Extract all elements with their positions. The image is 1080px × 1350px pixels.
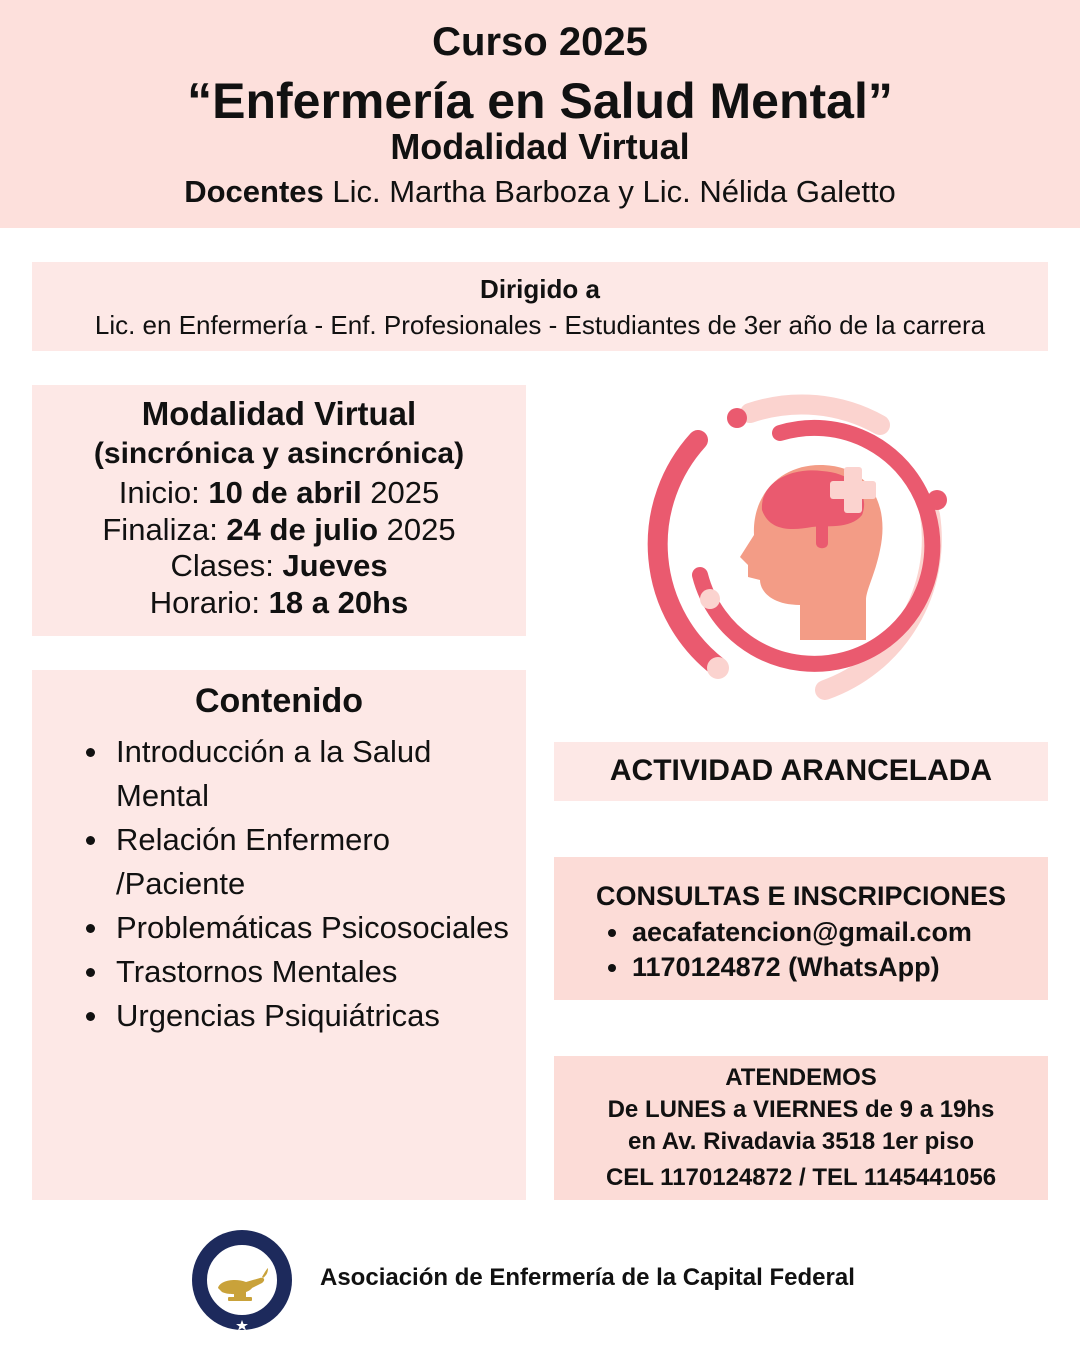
list-item-text: Introducción a la Salud Mental bbox=[116, 734, 432, 813]
fee-notice-panel bbox=[554, 742, 1048, 801]
bullet-icon bbox=[86, 836, 95, 845]
list-item bbox=[84, 730, 524, 818]
audience-title: Dirigido a bbox=[480, 274, 600, 304]
content-panel bbox=[32, 670, 526, 1200]
association-name: Asociación de Enfermería de la Capital Federal bbox=[320, 1264, 855, 1291]
schedule-panel bbox=[32, 385, 526, 636]
content-list bbox=[84, 730, 524, 1038]
list-item-text: Problemáticas Psicosociales bbox=[116, 910, 509, 945]
class-time-line bbox=[32, 585, 526, 621]
class-day-label: Clases: bbox=[170, 548, 283, 583]
audience-text: Lic. en Enfermería - Enf. Profesionales - Estudiantes de 3er año de la carrera bbox=[94, 310, 986, 340]
audience-panel bbox=[32, 262, 1048, 351]
list-item-text: Trastornos Mentales bbox=[116, 954, 398, 989]
mental-health-head-icon bbox=[630, 385, 970, 715]
course-year-title: Curso 2025 bbox=[432, 20, 648, 64]
bullet-icon bbox=[86, 1012, 95, 1021]
class-time-value: 18 a 20hs bbox=[268, 585, 409, 620]
start-date-line bbox=[32, 475, 526, 511]
list-item-text: Relación Enfermero /Paciente bbox=[116, 822, 390, 901]
office-hours-panel bbox=[554, 1056, 1048, 1200]
end-date-value: 24 de julio bbox=[226, 512, 379, 547]
teachers-line bbox=[0, 174, 1080, 210]
list-item bbox=[84, 994, 524, 1038]
schedule-subtitle: (sincrónica y asincrónica) bbox=[93, 437, 465, 470]
whatsapp-number[interactable]: 1170124872 (WhatsApp) bbox=[632, 952, 940, 982]
course-title: “Enfermería en Salud Mental” bbox=[187, 73, 893, 129]
end-date-year: 2025 bbox=[378, 512, 456, 547]
end-date-line bbox=[32, 512, 526, 548]
teachers-label: Docentes bbox=[184, 174, 324, 209]
bullet-icon bbox=[86, 968, 95, 977]
inquiries-title: CONSULTAS E INSCRIPCIONES bbox=[595, 881, 1007, 911]
office-address: en Av. Rivadavia 3518 1er piso bbox=[628, 1128, 974, 1155]
course-modality: Modalidad Virtual bbox=[390, 126, 690, 167]
class-day-line bbox=[32, 548, 526, 584]
header-banner bbox=[0, 0, 1080, 228]
email-contact[interactable] bbox=[606, 915, 972, 950]
end-date-label: Finaliza: bbox=[102, 512, 227, 547]
office-phones: CEL 1170124872 / TEL 1145441056 bbox=[605, 1164, 997, 1191]
class-time-label: Horario: bbox=[149, 585, 269, 620]
office-hours-title: ATENDEMOS bbox=[725, 1064, 877, 1091]
start-date-year: 2025 bbox=[361, 475, 440, 510]
list-item-text: Urgencias Psiquiátricas bbox=[116, 998, 440, 1033]
bullet-icon bbox=[608, 964, 616, 972]
list-item bbox=[84, 818, 524, 906]
inquiries-list bbox=[606, 915, 972, 985]
email-address[interactable]: aecafatencion@gmail.com bbox=[632, 917, 972, 947]
start-date-label: Inicio: bbox=[118, 475, 209, 510]
office-hours-days: De LUNES a VIERNES de 9 a 19hs bbox=[607, 1096, 995, 1123]
list-item bbox=[84, 906, 524, 950]
association-logo bbox=[190, 1228, 294, 1332]
bullet-icon bbox=[86, 748, 95, 757]
bullet-icon bbox=[86, 924, 95, 933]
whatsapp-contact[interactable] bbox=[606, 950, 972, 985]
teachers-names: Lic. Martha Barboza y Lic. Nélida Galetto bbox=[323, 174, 896, 209]
class-day-value: Jueves bbox=[282, 548, 388, 583]
list-item bbox=[84, 950, 524, 994]
schedule-title: Modalidad Virtual bbox=[141, 395, 417, 432]
inquiries-panel bbox=[554, 857, 1048, 1000]
fee-notice-text: ACTIVIDAD ARANCELADA bbox=[609, 754, 993, 787]
bullet-icon bbox=[608, 929, 616, 937]
start-date-value: 10 de abril bbox=[208, 475, 362, 510]
content-title: Contenido bbox=[194, 682, 364, 720]
